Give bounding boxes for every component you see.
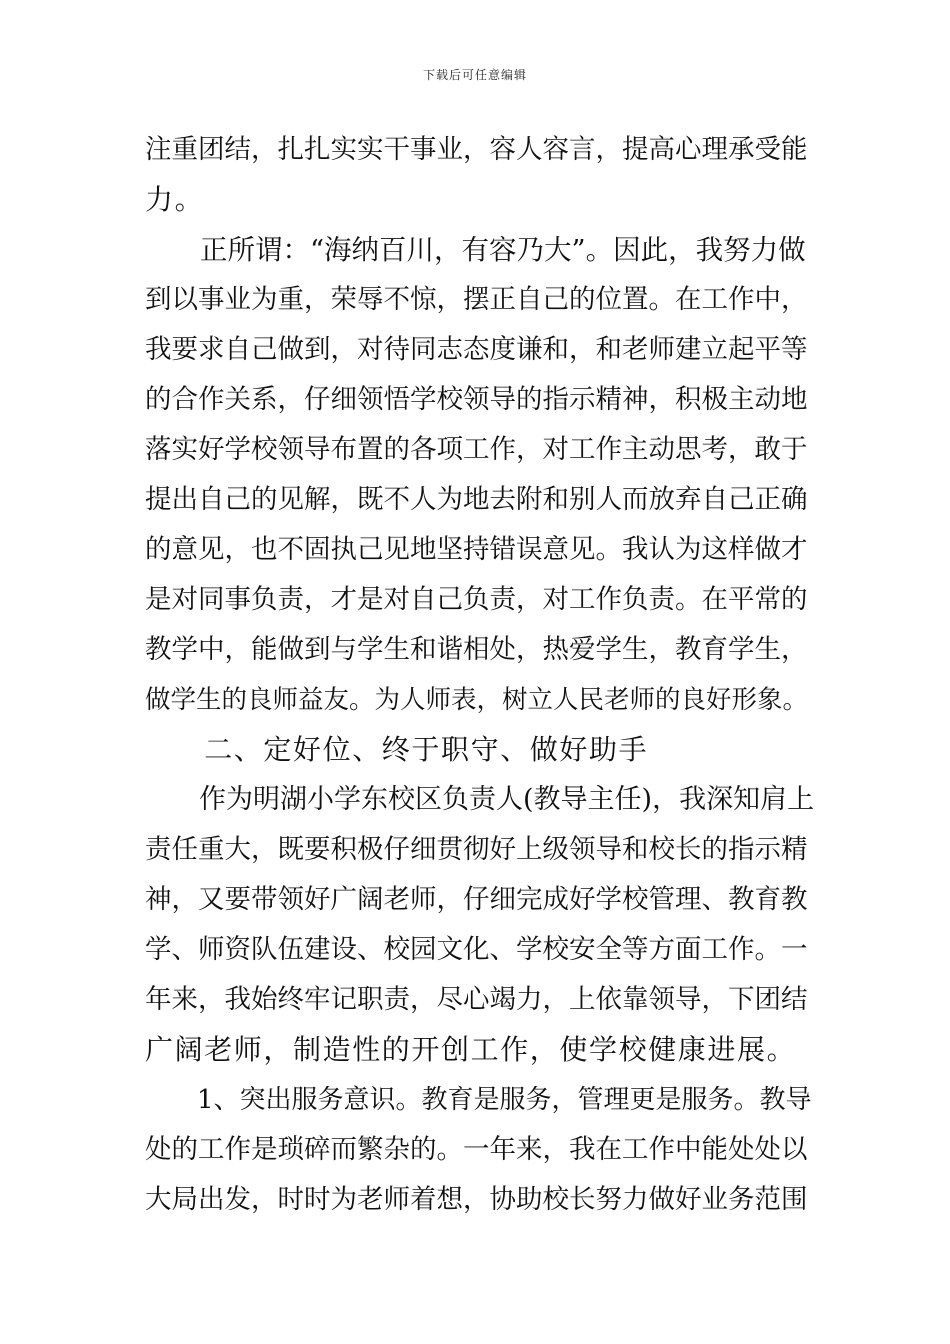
page-header: 下载后可任意编辑	[422, 68, 527, 82]
text-line: 是对同事负责，才是对自己负责，对工作负责。在平常的	[145, 584, 808, 615]
text-line: 到以事业为重，荣辱不惊，摆正自己的位置。在工作中，	[145, 284, 808, 315]
text-line: 作为明湖小学东校区负责人(教导主任)，我深知肩上	[145, 784, 815, 815]
text-line: 的意见，也不固执己见地坚持错误意见。我认为这样做才	[145, 534, 808, 565]
text-line: 1、突出服务意识。教育是服务，管理更是服务。教导	[145, 1085, 812, 1115]
text-line: 广阔老师，制造性的开创工作，使学校健康进展。	[145, 1033, 797, 1066]
text-line: 神，又要带领好广阔老师，仔细完成好学校管理、教育教	[145, 884, 808, 915]
text-line: 学、师资队伍建设、校园文化、学校安全等方面工作。一	[145, 934, 808, 965]
text-line: 大局出发，时时为老师着想，协助校长努力做好业务范围	[145, 1184, 808, 1215]
text-line: 落实好学校领导布置的各项工作，对工作主动思考，敢于	[145, 434, 808, 465]
text-line: 教学中，能做到与学生和谐相处，热爱学生，教育学生，	[145, 634, 808, 665]
text-line: 提出自己的见解，既不人为地去附和别人而放弃自己正确	[145, 484, 808, 515]
text-line: 处的工作是琐碎而繁杂的。一年来，我在工作中能处处以	[145, 1134, 808, 1165]
text-line: 的合作关系，仔细领悟学校领导的指示精神，积极主动地	[145, 384, 808, 415]
text-line: 做学生的良师益友。为人师表，树立人民老师的良好形象。	[145, 685, 809, 715]
text-line: 正所谓：“海纳百川，有容乃大”。因此，我努力做	[145, 234, 806, 266]
text-line: 年来，我始终牢记职责，尽心竭力，上依靠领导，下团结	[145, 984, 808, 1015]
text-line: 责任重大，既要积极仔细贯彻好上级领导和校长的指示精	[145, 834, 808, 865]
section-heading: 二、定好位、终于职守、做好助手	[145, 733, 649, 766]
text-line: 注重团结，扎扎实实干事业，容人容言，提高心理承受能	[145, 134, 808, 165]
text-line: 我要求自己做到，对待同志态度谦和，和老师建立起平等	[145, 334, 808, 365]
text-line: 力。	[145, 183, 205, 216]
